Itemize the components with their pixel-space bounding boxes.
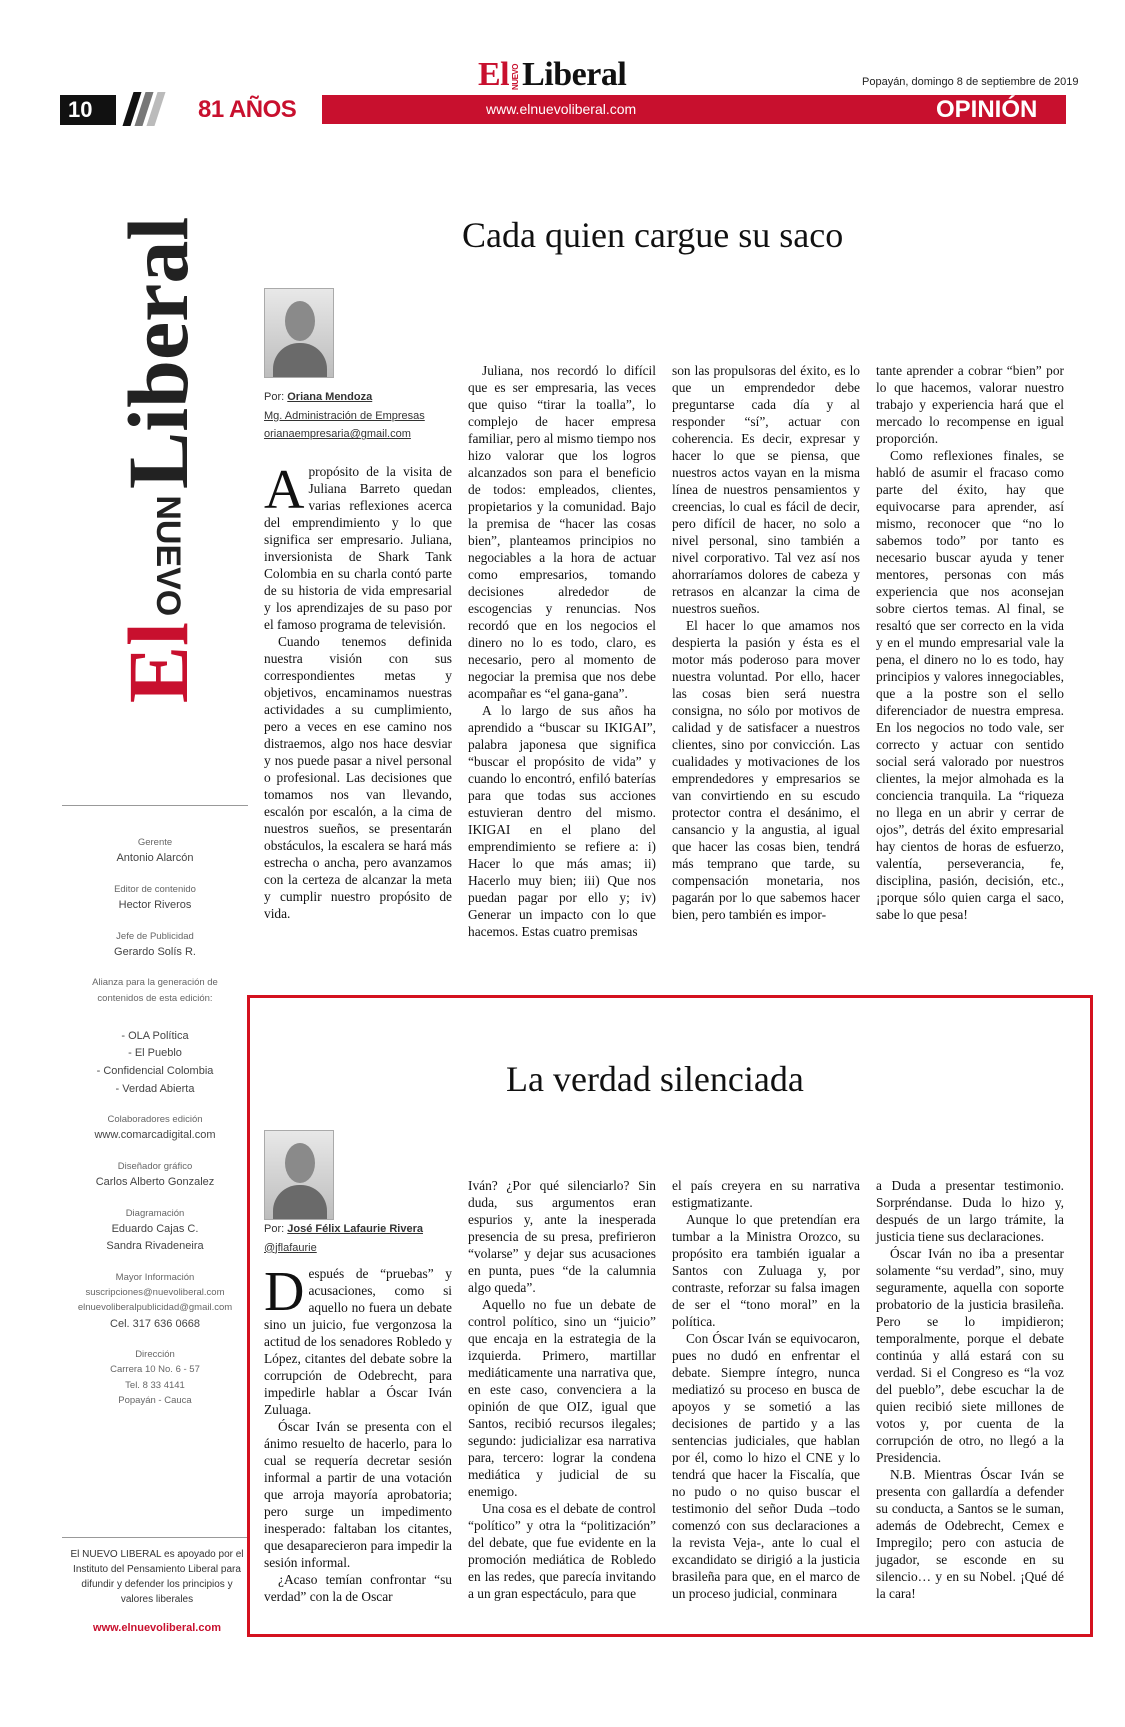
address-line: Tel. 8 33 4141	[125, 1379, 185, 1391]
article-column: Apropósito de la visita de Juliana Barreto quedan varias reflexiones acerca del emprendimiento y lo que significa ser empresario. Juliana, inversionista de Shark Tank Colombia en su charla contó parte de su historia de vida empresarial y los aprendizajes de su paso por el famoso programa de televisión. Cuando tenemos definida nuestra visión con sus correspondientes metas y objetivos, encaminamos nuestras actividades a su cumplimiento, pero a veces en ese camino nos distraemos, algo nos hace desviar y nos puede pasar a nivel personal o profesional. Las decisiones que tomamos nos van llevando, escalón por escalón, a la cima de nuestros sueños, se presentarán obstáculos, la escalera se hará más estrecha o ancha, pero avanzamos con la certeza de alcanzar la meta y cumplir nuestro propósito de vida.	[264, 459, 452, 921]
article-column: Después de “pruebas” y acusaciones, como si aquello no fuera un debate sino un juicio, fue vergonzosa la actitud de los senadores Robledo y López, citantes del debate sobre la corrupción de Odebrecht, para impedirle hablar a Óscar Iván Zuluaga. Óscar Iván se presenta con el ánimo resuelto de hacerlo, para lo cual se requería decretar sesión informal a partir de una votación que arroja mayoría aprobatoria; pero surge un impedimento inesperado: faltaban los citantes, que desaparecieron para impedir la sesión informal. ¿Acaso temían confrontar “su verdad” con la de Oscar	[264, 1261, 452, 1604]
footer-website-link[interactable]: www.elnuevoliberal.com	[93, 1622, 221, 1634]
article-column: el país creyera en su narrativa estigmatizante. Aunque lo que pretendían era tumbar a la Ministra Orozco, su propósito era también igualar a Santos con Zuluaga y, por contraste, reforzar su falsa imagen de ser el “tono moral” en la política. Con Óscar Iván se equivocaron, pues no dudó en enfrentar el debate. Siempre íntegro, nunca mediatizó su proceso en busca de apoyos y se sometió a las decisiones de partido y a las sentencias judiciales, que hablan por él, como lo hizo el CNE y lo tendrá que hacer la Fiscalía, que no pudo o no quiso buscar el testimonio del señor Duda –todo comenzó con sus declaraciones a la revista Veja-, ante lo cual el excandidato se dirigió a la justicia brasileña para que, en el marco de un proceso judicial, conminara	[672, 1178, 860, 1601]
article-column: tante aprender a cobrar “bien” por lo que hacemos, valorar nuestro trabajo y experiencia hará que el mercado lo recompense en igual proporción. Como reflexiones finales, se habló de asumir el fracaso como parte del éxito, hay que equivocarse para aprender, así mismo, reconocer que “no lo sabemos todo” por tanto es necesario buscar ayuda y tener mentores, personas con más experiencia que nos aconsejan sobre ciertos temas. Al final, se resaltó que ser correcto en la vida y en el mundo empresarial vale la pena, el dinero no lo es todo, hay principios y valores innegociables, que a la postre son el sello diferenciador de nuestra empresa. En los negocios no todo vale, ser correcto y actuar con sentido social será valorado por nuestros clientes, la mejor almohada es la conciencia tranquila. La “riqueza no llega en un abrir y cerrar de ojos”, detrás del éxito empresarial hay cientos de horas de esfuerzo, valentía, perseverancia, fe, disciplina, pasión, decisión, etc., ¡porque sólo quien carga el saco, sabe lo que pesa!	[876, 363, 1064, 922]
address-line: Popayán - Cauca	[118, 1394, 192, 1406]
author-email: orianaempresaria@gmail.com	[264, 428, 411, 441]
author-byline: Por: Oriana Mendoza Mg. Administración de Empresas orianaempresaria@gmail.com	[264, 388, 434, 444]
credit-role: Colaboradores edición	[107, 1114, 203, 1126]
credit-role: Mayor Información	[115, 1272, 195, 1284]
article-column: a Duda a presentar testimonio. Sorpréndanse. Duda lo hizo y, después de un largo trámite, la justicia tiene sus declaraciones. Óscar Iván no iba a presentar solamente “su verdad”, sino, muy seguramente, aquella con soporte probatorio de la justicia brasileña. Pero se lo impidieron; temporalmente, porque el debate continúa y allá estará con su verdad. Si el Congreso es “la voz del pueblo”, debe escuchar la de quien recibió siete millones de votos y, por cuenta de la corrupción de otro, no llegó a la Presidencia. N.B. Mientras Óscar Iván se presenta con gallardía a defender su conducta, a Santos se le suman, además de Odebrecht, Cemex e Impregilo; pero con astucia de jugador, se esconde en su silencio… y en su Nobel. ¡Qué dé la cara!	[876, 1178, 1064, 1601]
article-headline: La verdad silenciada	[506, 1059, 804, 1099]
vertical-logo: ElNUEVOLiberal	[110, 216, 206, 704]
credit-role: Dirección	[135, 1349, 175, 1361]
article-column: Juliana, nos recordó lo difícil que es ser empresaria, las veces que quiso “tirar la toalla”, lo complejo de hacer empresa familiar, pero al mismo tiempo nos hizo valorar que los logros alcanzados son para el beneficio de todos: empleados, clientes, propietarios y la comunidad. Bajo la premisa de “hacer las cosas bien”, planteamos principios no negociables a la hora de actuar como empresarios, tomando decisiones alrededor de escogencias y renuncias. Nos recordó que en los negocios el dinero no lo es todo, claro, es necesario, pero al momento de negociar la premisa que nos debe acompañar es “el gana-gana”. A lo largo de sus años ha aprendido a “buscar su IKIGAI”, palabra japonesa que significa “buscar el propósito de vida” y cuando lo encontró, enfiló baterías para que todas sus acciones estuvieran dentro del mismo. IKIGAI en el plano del emprendimiento se refiere a: i) Hacer lo que más amas; ii) Hacerlo muy bien; iii) Que nos puedan pagar por ello y; iv) Generar un impacto con lo que hacemos. Estas cuatro premisas	[468, 363, 656, 939]
credit-name: Gerardo Solís R.	[114, 945, 196, 958]
alliance-item: - El Pueblo	[128, 1047, 182, 1060]
contact-line: elnuevoliberalpublicidad@gmail.com	[77, 1302, 233, 1314]
support-note: El NUEVO LIBERAL es apoyado por el Instituto del Pensamiento Liberal para difundir y defender los principios y valores liberales	[70, 1549, 244, 1605]
credit-name: Sandra Rivadeneira	[106, 1240, 204, 1253]
author-title: Mg. Administración de Empresas	[264, 409, 425, 422]
credit-role: Gerente	[137, 837, 173, 848]
author-name: José Félix Lafaurie Rivera	[287, 1223, 423, 1235]
drop-cap: D	[264, 1261, 305, 1323]
alliance-title: Alianza para la generación de contenidos de esta edición:	[92, 977, 218, 1004]
section-title: OPINIÓN	[936, 96, 1038, 123]
credit-name: www.comarcadigital.com	[94, 1129, 216, 1142]
anniversary-label: 81 AÑOS	[198, 96, 297, 123]
author-byline: Por: José Félix Lafaurie Rivera @jflafaurie	[264, 1220, 444, 1257]
page-number: 10	[60, 95, 116, 125]
author-photo	[264, 1130, 334, 1220]
author-photo	[264, 288, 334, 378]
contact-line: Cel. 317 636 0668	[110, 1317, 200, 1330]
credit-name: Carlos Alberto Gonzalez	[95, 1176, 215, 1189]
credit-name: Hector Riveros	[118, 898, 192, 911]
author-handle: @jflafaurie	[264, 1241, 317, 1254]
credit-role: Diseñador gráfico	[117, 1160, 193, 1172]
website-url[interactable]: www.elnuevoliberal.com	[486, 101, 637, 117]
alliance-item: - OLA Política	[121, 1029, 189, 1042]
article-column: son las propulsoras del éxito, es lo que un emprendedor debe preguntarse cada día y al responder “sí”, actuar con coherencia. Es decir, expresar y hacer lo que se piensa, que nuestros actos vayan en la misma línea de nuestros pensamientos y creencias, lo cual es fácil de decir, pero difícil de hacer, no solo a nivel personal, sino también a nivel corporativo. Tal vez así nos ahorraríamos dolores de cabeza y retrasos en alcanzar la cima de nuestros sueños. El hacer lo que amamos nos despierta la pasión y ésta es el motor más poderoso para mover nuestra voluntad. Por ello, hacer las cosas bien será nuestra consigna, no sólo por motivos de calidad y de satisfacer a nuestros clientes, sino por convicción. Las cualidades y motivaciones de los emprendedores y empresarios se van convirtiendo en su escudo protector contra el desánimo, el cansancio y la angustia, al igual que hacer las cosas bien, tendrá más temprano que tarde, su compensación monetaria, nos pagarán por lo que sabemos hacer bien, pero también es impor-	[672, 363, 860, 922]
article-column: Iván? ¿Por qué silenciarlo? Sin duda, sus argumentos eran espurios y, ante la inesperada presencia de su presa, prefirieron “volarse” y dejar sus acusaciones en punta, pues “de la calumnia algo queda”. Aquello no fue un debate de control político, sino un “juicio” que encaja en la estrategia de la izquierda. Primero, martillar mediáticamente una narrativa que, en este caso, convenciera a la opinión de que OIZ, igual que Santos, recibió recursos ilegales; segundo: judicializar esa narrativa para, tercero: lograr la condena mediática y judicial de su enemigo. Una cosa es el debate de control “político” y otra la “politización” del debate, que fue evidente en la promoción mediática de Robledo en las redes, que parecía invitando a un gran espectáculo, para que	[468, 1178, 656, 1601]
author-name: Oriana Mendoza	[287, 391, 373, 403]
staff-credits	[70, 835, 240, 1408]
dateline: Popayán, domingo 8 de septiembre de 2019	[862, 76, 1079, 88]
credit-role: Jefe de Publicidad	[116, 930, 194, 942]
credit-name: Eduardo Cajas C.	[111, 1222, 199, 1235]
contact-line: suscripciones@nuevoliberal.com	[85, 1287, 225, 1299]
drop-cap: A	[264, 459, 305, 521]
alliance-item: - Verdad Abierta	[115, 1082, 195, 1095]
divider	[62, 805, 248, 806]
credit-role: Editor de contenido	[114, 883, 196, 895]
credit-name: Antonio Alarcón	[116, 852, 194, 865]
masthead-logo: El NUEVOLiberal	[478, 56, 627, 93]
article-headline: Cada quien cargue su saco	[462, 215, 844, 255]
address-line: Carrera 10 No. 6 - 57	[110, 1364, 200, 1376]
credit-role: Diagramación	[125, 1207, 185, 1219]
alliance-item: - Confidencial Colombia	[96, 1064, 214, 1077]
divider	[62, 1537, 248, 1538]
